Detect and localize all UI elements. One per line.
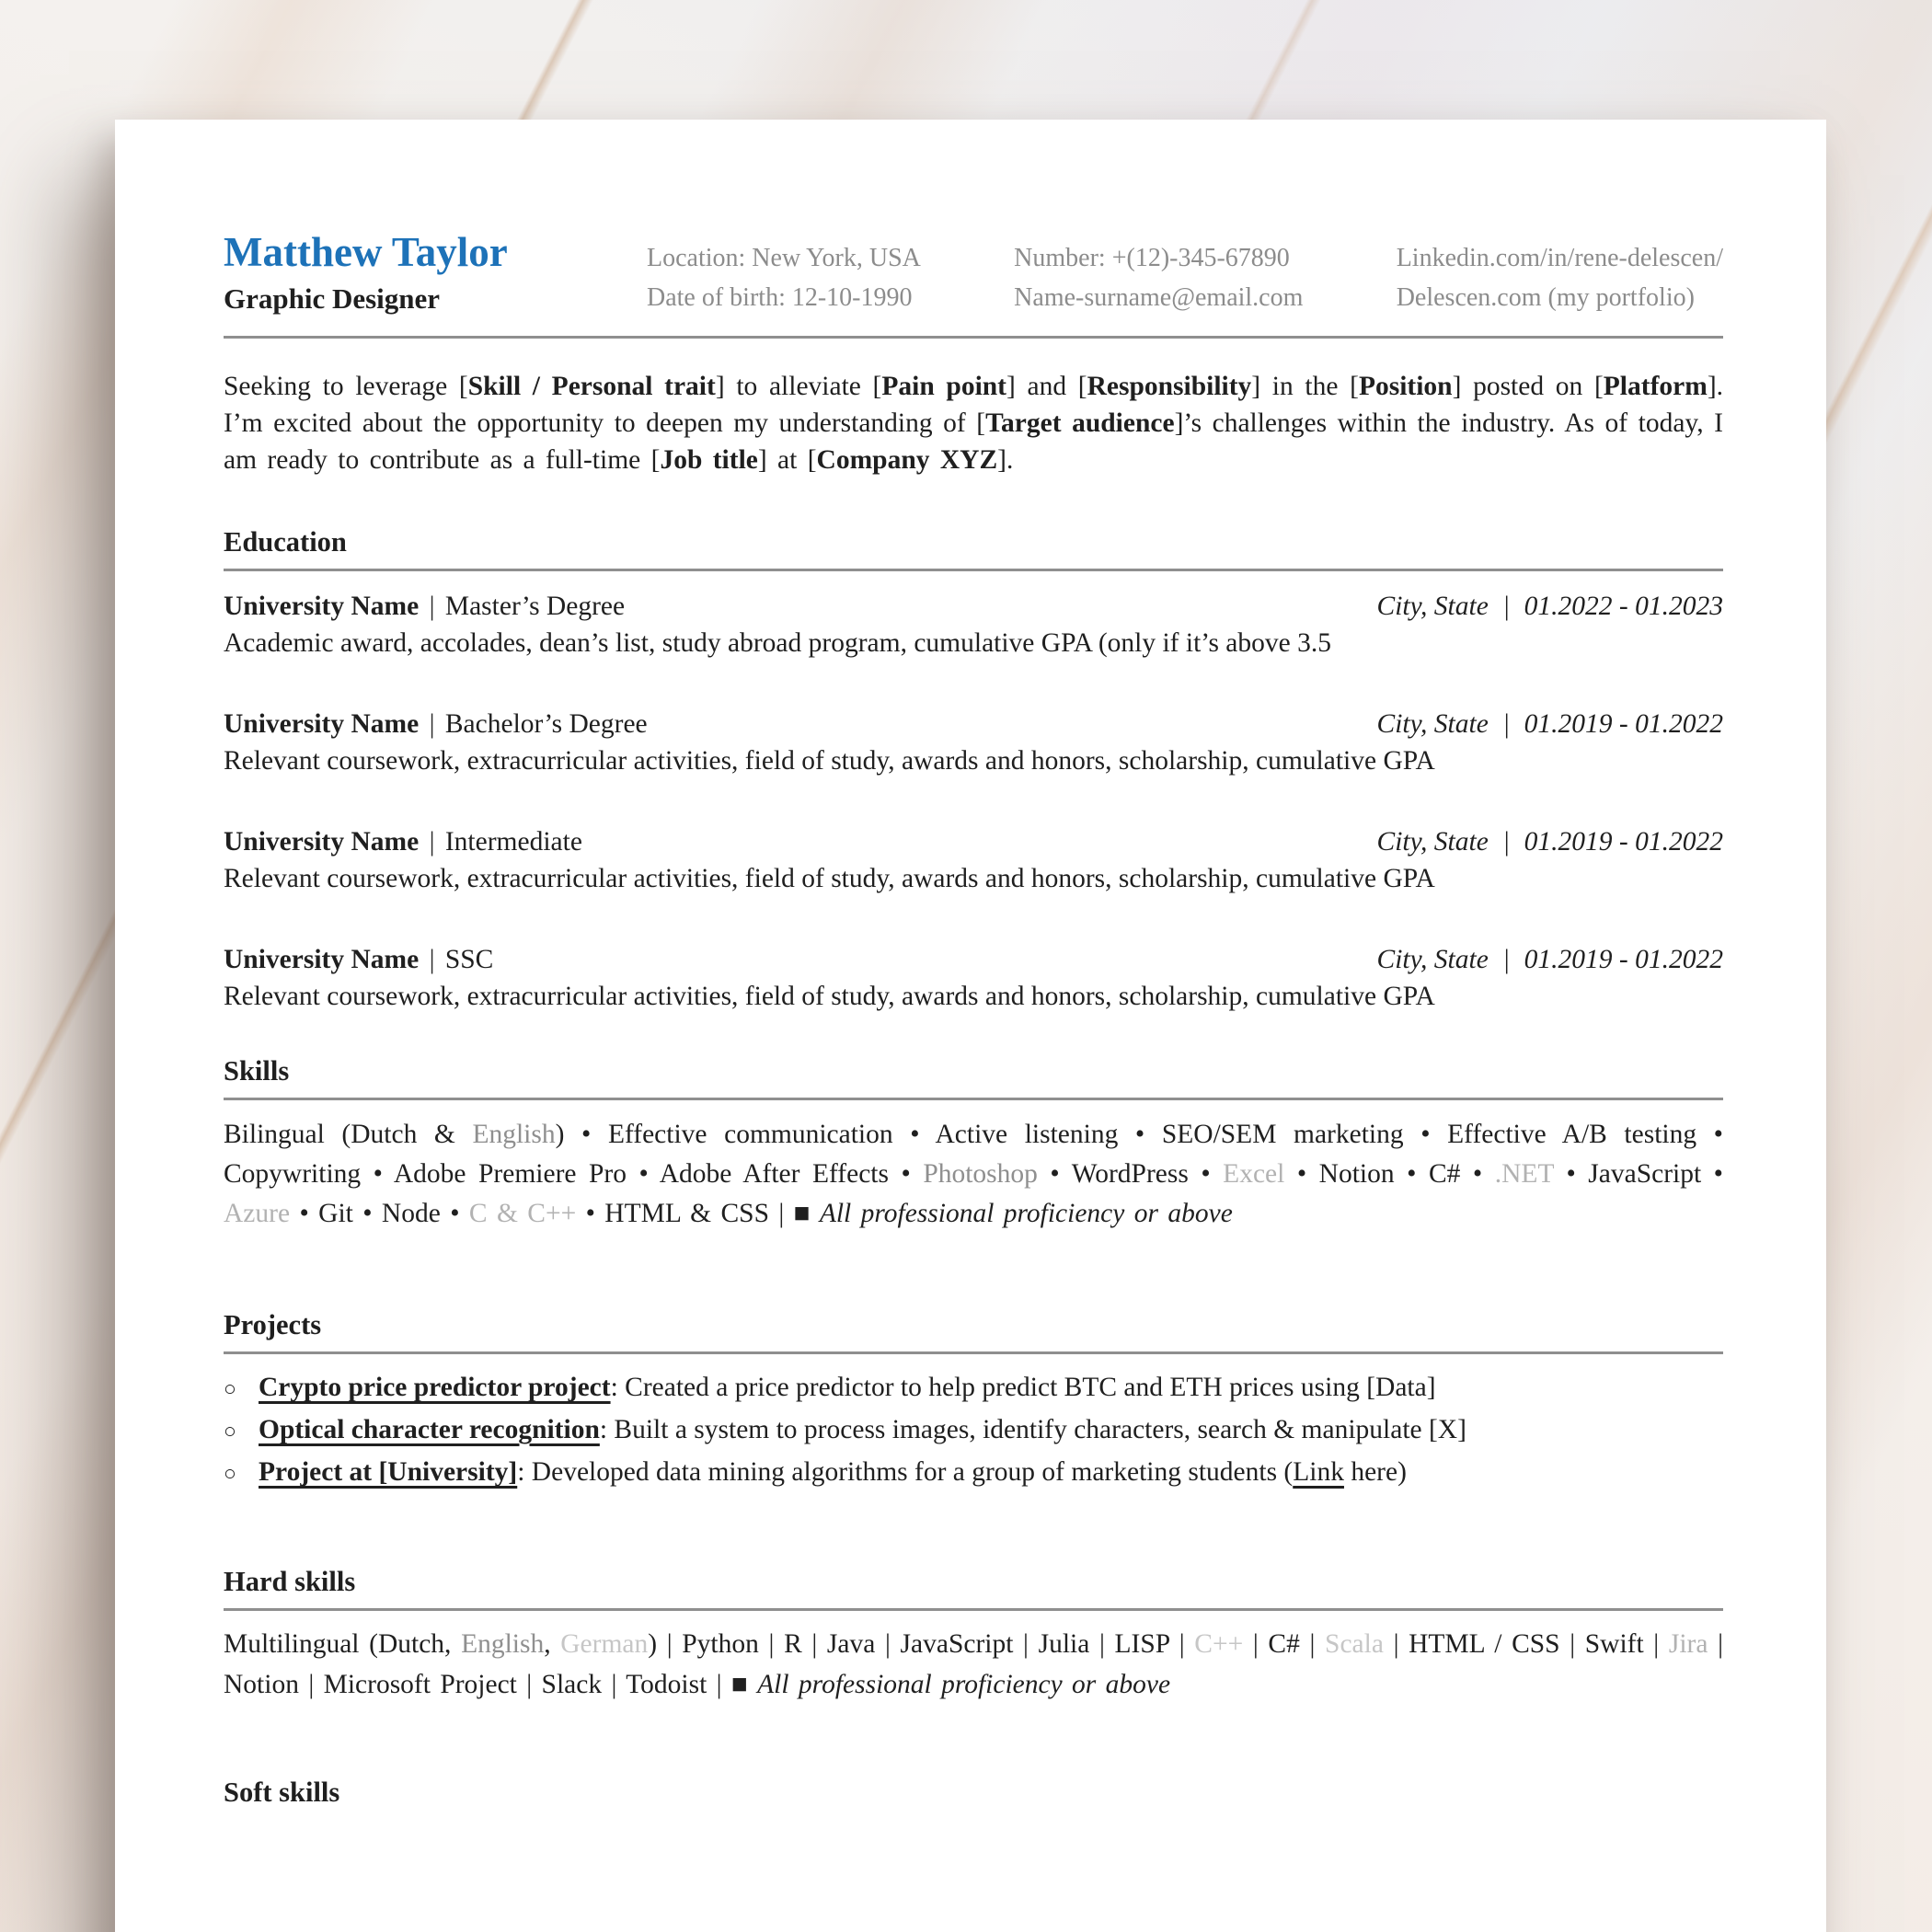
contact-email: Name-surname@email.com bbox=[1014, 283, 1304, 312]
resume-page bbox=[115, 120, 1826, 1932]
skills-section bbox=[224, 1053, 1723, 1234]
contact-portfolio: Delescen.com (my portfolio) bbox=[1396, 283, 1695, 312]
education-location-dates bbox=[1377, 706, 1723, 742]
project-item-text: Crypto price predictor project: Created a price predictor to help predict BTC and ETH prices using [Data] bbox=[259, 1373, 1436, 1402]
education-entry bbox=[224, 823, 1723, 897]
header-divider bbox=[224, 336, 1723, 339]
section-divider bbox=[224, 1351, 1723, 1354]
contact-location: Location: New York, USA bbox=[647, 244, 921, 272]
university-name: University Name bbox=[224, 827, 420, 857]
projects-heading: Projects bbox=[224, 1309, 322, 1340]
degree-name: SSC bbox=[444, 945, 494, 974]
contact-linkedin: Linkedin.com/in/rene-delescen/ bbox=[1396, 244, 1723, 272]
soft-skills-section bbox=[224, 1775, 1723, 1810]
pipe-separator: | bbox=[1502, 709, 1511, 739]
section-divider bbox=[224, 1608, 1723, 1611]
pipe-separator: | bbox=[429, 945, 435, 974]
education-location: City, State bbox=[1376, 827, 1489, 857]
job-title: Graphic Designer bbox=[224, 282, 441, 315]
contact-phone: Number: +(12)-345-67890 bbox=[1014, 244, 1290, 272]
project-item-text: Optical character recognition: Built a system to process images, identify characters, search & manipulate [X] bbox=[259, 1415, 1466, 1444]
education-description: Academic award, accolades, dean’s list, study abroad program, cumulative GPA (only if it’s above 3.5 bbox=[224, 628, 1331, 658]
education-location: City, State bbox=[1376, 592, 1489, 621]
contact-date-of-birth: Date of birth: 12-10-1990 bbox=[647, 283, 913, 312]
education-dates: 01.2019 - 01.2022 bbox=[1524, 709, 1723, 739]
education-entry bbox=[224, 706, 1723, 779]
skills-list: Bilingual (Dutch & English) • Effective communication • Active listening • SEO/SEM marketing • Effective A/B testing • Copywriting • Adobe Premiere Pro • Adobe After Effects • Photoshop • WordPress • Excel • Notion • C# • .NET • JavaScript • Azure • Git • Node • C & C++ • HTML & CSS | ■ All professional proficiency or above bbox=[224, 1120, 1724, 1228]
section-divider bbox=[224, 569, 1723, 571]
pipe-separator: | bbox=[1502, 827, 1511, 857]
education-location-dates bbox=[1377, 941, 1723, 978]
contact-info bbox=[647, 238, 1723, 317]
project-item bbox=[224, 1452, 1723, 1494]
degree-name: Intermediate bbox=[444, 827, 582, 857]
project-item bbox=[224, 1367, 1723, 1409]
education-dates: 01.2022 - 01.2023 bbox=[1524, 592, 1723, 621]
project-item-text: Project at [University]: Developed data mining algorithms for a group of marketing students (Link here) bbox=[259, 1457, 1407, 1487]
university-name: University Name bbox=[224, 592, 420, 621]
education-description: Relevant coursework, extracurricular activities, field of study, awards and honors, scholarship, cumulative GPA bbox=[224, 746, 1435, 776]
candidate-name: Matthew Taylor bbox=[224, 229, 508, 275]
circle-bullet-icon: ○ bbox=[224, 1420, 236, 1443]
education-location-dates bbox=[1377, 823, 1723, 860]
projects-list bbox=[224, 1367, 1723, 1494]
education-location: City, State bbox=[1376, 945, 1489, 974]
pipe-separator: | bbox=[1502, 592, 1511, 621]
pipe-separator: | bbox=[429, 592, 435, 621]
project-item bbox=[224, 1409, 1723, 1452]
education-location: City, State bbox=[1376, 709, 1489, 739]
identity-block bbox=[224, 226, 647, 317]
resume-header bbox=[224, 226, 1723, 317]
circle-bullet-icon: ○ bbox=[224, 1462, 236, 1485]
education-title bbox=[224, 941, 493, 978]
education-description: Relevant coursework, extracurricular activities, field of study, awards and honors, scholarship, cumulative GPA bbox=[224, 982, 1435, 1011]
education-location-dates bbox=[1377, 588, 1723, 625]
education-entry bbox=[224, 941, 1723, 1015]
education-dates: 01.2019 - 01.2022 bbox=[1524, 827, 1723, 857]
projects-section bbox=[224, 1307, 1723, 1494]
education-entry bbox=[224, 588, 1723, 661]
hard-skills-heading: Hard skills bbox=[224, 1566, 356, 1597]
skills-heading: Skills bbox=[224, 1055, 290, 1087]
university-name: University Name bbox=[224, 709, 420, 739]
education-heading: Education bbox=[224, 526, 347, 558]
education-title bbox=[224, 706, 648, 742]
education-title bbox=[224, 588, 625, 625]
section-divider bbox=[224, 1098, 1723, 1100]
circle-bullet-icon: ○ bbox=[224, 1377, 236, 1400]
hard-skills-section bbox=[224, 1564, 1723, 1705]
summary-paragraph: Seeking to leverage [Skill / Personal trait] to alleviate [Pain point] and [Responsibility] in the [Position] posted on [Platform]. I’m excited about the opportunity to deepen my understanding of [Target audience]’s challenges within the industry. As of today, I am ready to contribute as a full-time [Job title] at [Company XYZ]. bbox=[224, 372, 1724, 475]
degree-name: Master’s Degree bbox=[444, 592, 626, 621]
hard-skills-list: Multilingual (Dutch, English, German) | Python | R | Java | JavaScript | Julia | LISP | C++ | C# | Scala | HTML / CSS | Swift | Jira | Notion | Microsoft Project | Slack | Todoist | ■ All professional proficiency or above bbox=[224, 1629, 1723, 1699]
pipe-separator: | bbox=[429, 827, 435, 857]
education-dates: 01.2019 - 01.2022 bbox=[1524, 945, 1723, 974]
soft-skills-heading: Soft skills bbox=[224, 1777, 340, 1808]
degree-name: Bachelor’s Degree bbox=[444, 709, 648, 739]
university-name: University Name bbox=[224, 945, 420, 974]
education-description: Relevant coursework, extracurricular activities, field of study, awards and honors, scholarship, cumulative GPA bbox=[224, 864, 1435, 893]
education-section bbox=[224, 524, 1723, 1015]
education-title bbox=[224, 823, 582, 860]
pipe-separator: | bbox=[1502, 945, 1511, 974]
pipe-separator: | bbox=[429, 709, 435, 739]
